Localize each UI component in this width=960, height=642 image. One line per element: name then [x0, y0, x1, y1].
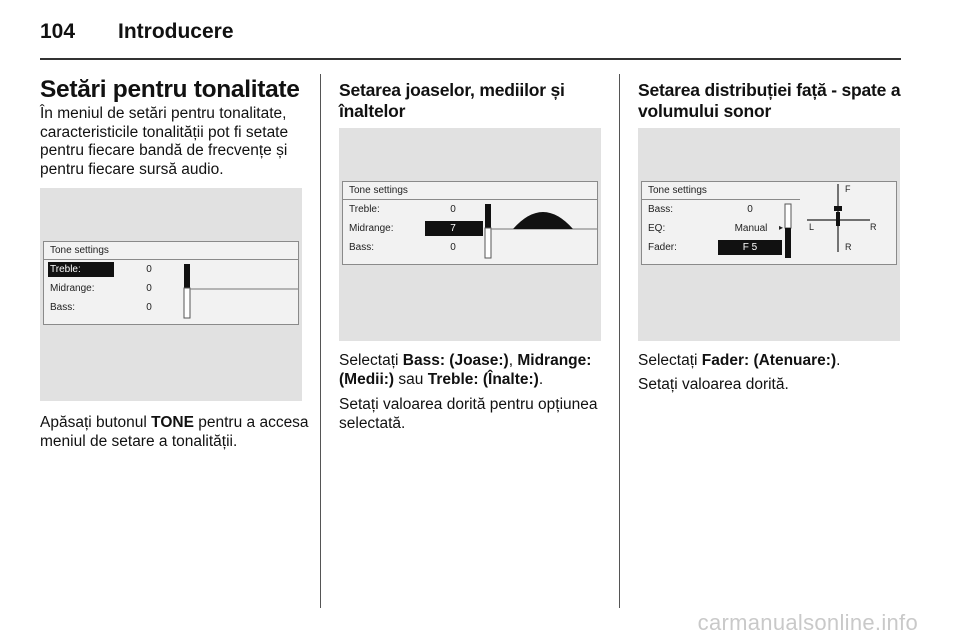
fader-left-label: L — [809, 222, 815, 232]
fader-right-label: R — [870, 222, 877, 232]
tone-row-midrange: Midrange: 7 — [343, 221, 597, 237]
instruction-paragraph: Apăsați butonul TONE pentru a accesa meniul de setare a tonalității. — [40, 414, 309, 450]
fader-rear-label: R — [845, 242, 852, 252]
fader-settings-display — [641, 181, 897, 265]
tone-settings-display — [342, 181, 598, 265]
watermark: carmanualsonline.info — [697, 610, 918, 635]
tone-row-treble: Treble: 0 — [50, 264, 152, 275]
intro-paragraph: În meniul de setări pentru tonalitate, caracteristicile tonalității pot fi setate pentru fiecare bandă de frecvențe și pentru fiecare sursă audio. — [40, 105, 289, 178]
tone-level-graphic — [44, 242, 298, 324]
fader-row-bass: Bass: 0 — [648, 204, 753, 215]
tone-row-treble: Treble: 0 — [349, 204, 456, 215]
tone-settings-display — [43, 241, 299, 325]
fader-row-fader: Fader: F 5 — [642, 240, 896, 256]
header-divider — [40, 58, 901, 60]
page-number: 104 — [40, 20, 76, 43]
section-heading-bass-mid-treble: Setarea joaselor, mediilor și înaltelor — [339, 80, 565, 121]
column-divider-1 — [320, 74, 321, 608]
section-heading: Setări pentru tonalitate — [40, 76, 300, 103]
fader-set-paragraph: Setați valoarea dorită. — [638, 376, 789, 393]
display-title: Tone settings — [349, 185, 408, 196]
tone-row-bass: Bass: 0 — [50, 302, 152, 313]
chapter-title: Introducere — [118, 20, 234, 43]
fader-select-paragraph: Selectați Fader: (Atenuare:). — [638, 352, 841, 369]
tone-level-graphic — [343, 182, 597, 264]
column-divider-2 — [619, 74, 620, 608]
section-heading-fader: Setarea distribuției față - spate a volumului sonor — [638, 80, 901, 121]
tone-screen-photo-2 — [339, 128, 601, 341]
select-paragraph: Selectați Bass: (Joase:), Midrange: (Medii:) sau Treble: (Înalte:). — [339, 352, 592, 388]
fader-row-eq: EQ: Manual ▸ — [648, 223, 784, 234]
set-value-paragraph: Setați valoarea dorită pentru opțiunea selectată. — [339, 396, 598, 432]
tone-row-midrange: Midrange: 0 — [50, 283, 152, 294]
fader-balance-graphic — [642, 182, 896, 264]
display-title: Tone settings — [648, 185, 707, 196]
tone-row-bass: Bass: 0 — [349, 242, 456, 253]
fader-front-label: F — [845, 184, 851, 194]
tone-key-label: TONE — [151, 414, 194, 431]
tone-screen-photo-1 — [40, 188, 302, 401]
display-title: Tone settings — [50, 245, 109, 256]
fader-screen-photo — [638, 128, 900, 341]
